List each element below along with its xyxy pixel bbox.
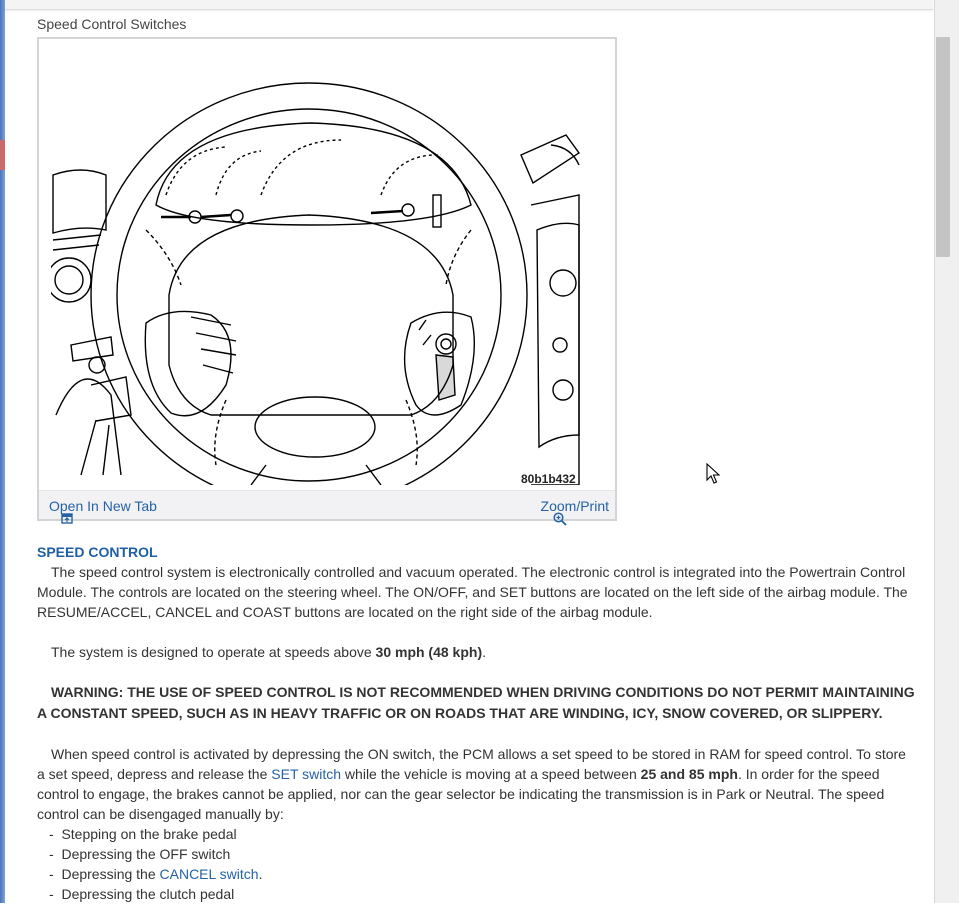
figure-id-label: 80b1b432 [521, 472, 576, 486]
activation-text-a: When speed control is activated by depressing the ON switch, the PCM allows a set speed to be stored in RAM for speed control. To store a set speed, depress and release the [37, 746, 906, 782]
list-item-text: Stepping on the brake pedal [61, 826, 237, 842]
set-switch-link[interactable]: SET switch [271, 766, 342, 782]
paragraph-overview: The speed control system is electronically controlled and vacuum operated. The electronic control is integrated into the Powertrain Control Module. The controls are located on the steering wheel. The ON/OFF, and SET buttons are located on the left side of the airbag module. The RESUME/ACCEL, CANCEL and COAST buttons are located on the right side of the airbag module. [37, 564, 908, 620]
bullet-marker: - [49, 866, 54, 882]
zoom-print-label: Zoom/Print [540, 498, 609, 514]
disengage-list [37, 824, 917, 904]
top-bar [5, 0, 933, 10]
speed-range-bold: 25 and 85 mph [640, 766, 738, 782]
scrollbar-thumb[interactable] [936, 37, 950, 257]
new-tab-icon [61, 512, 73, 524]
list-item-text: Depressing the clutch pedal [61, 886, 235, 902]
list-item [49, 884, 917, 904]
figure-footer [39, 490, 615, 519]
mouse-cursor-icon [706, 463, 720, 485]
bullet-marker: - [49, 886, 54, 902]
zoom-icon [553, 512, 567, 526]
window-left-edge [0, 0, 5, 903]
cancel-switch-link[interactable]: CANCEL switch [159, 866, 259, 882]
zoom-print-link[interactable] [541, 496, 609, 516]
figure-box [37, 37, 617, 521]
activation-text-b: while the vehicle is moving at a speed between [341, 766, 641, 782]
paragraph-speed-range [37, 642, 917, 662]
list-item-text: Depressing the OFF switch [61, 846, 231, 862]
section-title: SPEED CONTROL [37, 544, 158, 560]
paragraph-speed-text: The system is designed to operate at speeds above [51, 644, 376, 660]
warning-text: WARNING: THE USE OF SPEED CONTROL IS NOT RECOMMENDED WHEN DRIVING CONDITIONS DO NOT PERMIT MAINTAINING A CONSTANT SPEED, SUCH AS IN HEAVY TRAFFIC OR ON ROADS THAT ARE WINDING, ICY, SNOW COVERED, OR SLIPPERY. [37, 684, 915, 721]
open-in-new-tab-label: Open In New Tab [49, 498, 157, 514]
article-content [37, 14, 917, 904]
figure-caption: Speed Control Switches [37, 16, 187, 32]
list-item [49, 844, 917, 864]
list-item [49, 824, 917, 844]
list-item-end: . [258, 866, 263, 882]
speed-threshold: 30 mph (48 kph) [375, 644, 483, 660]
list-item [49, 864, 917, 884]
steering-wheel-illustration [51, 55, 581, 485]
paragraph-activation [37, 744, 917, 824]
open-in-new-tab-link[interactable] [49, 496, 157, 516]
list-item-text: Depressing the [61, 866, 160, 882]
bullet-marker: - [49, 846, 54, 862]
bullet-marker: - [49, 826, 54, 842]
paragraph-speed-end: . [482, 644, 487, 660]
activation-text-c: . In order for the speed control to engage, the brakes cannot be applied, nor can the gear selector be indicating the transmission is in Park or Neutral. The speed control can be disengaged manually by: [37, 766, 885, 822]
